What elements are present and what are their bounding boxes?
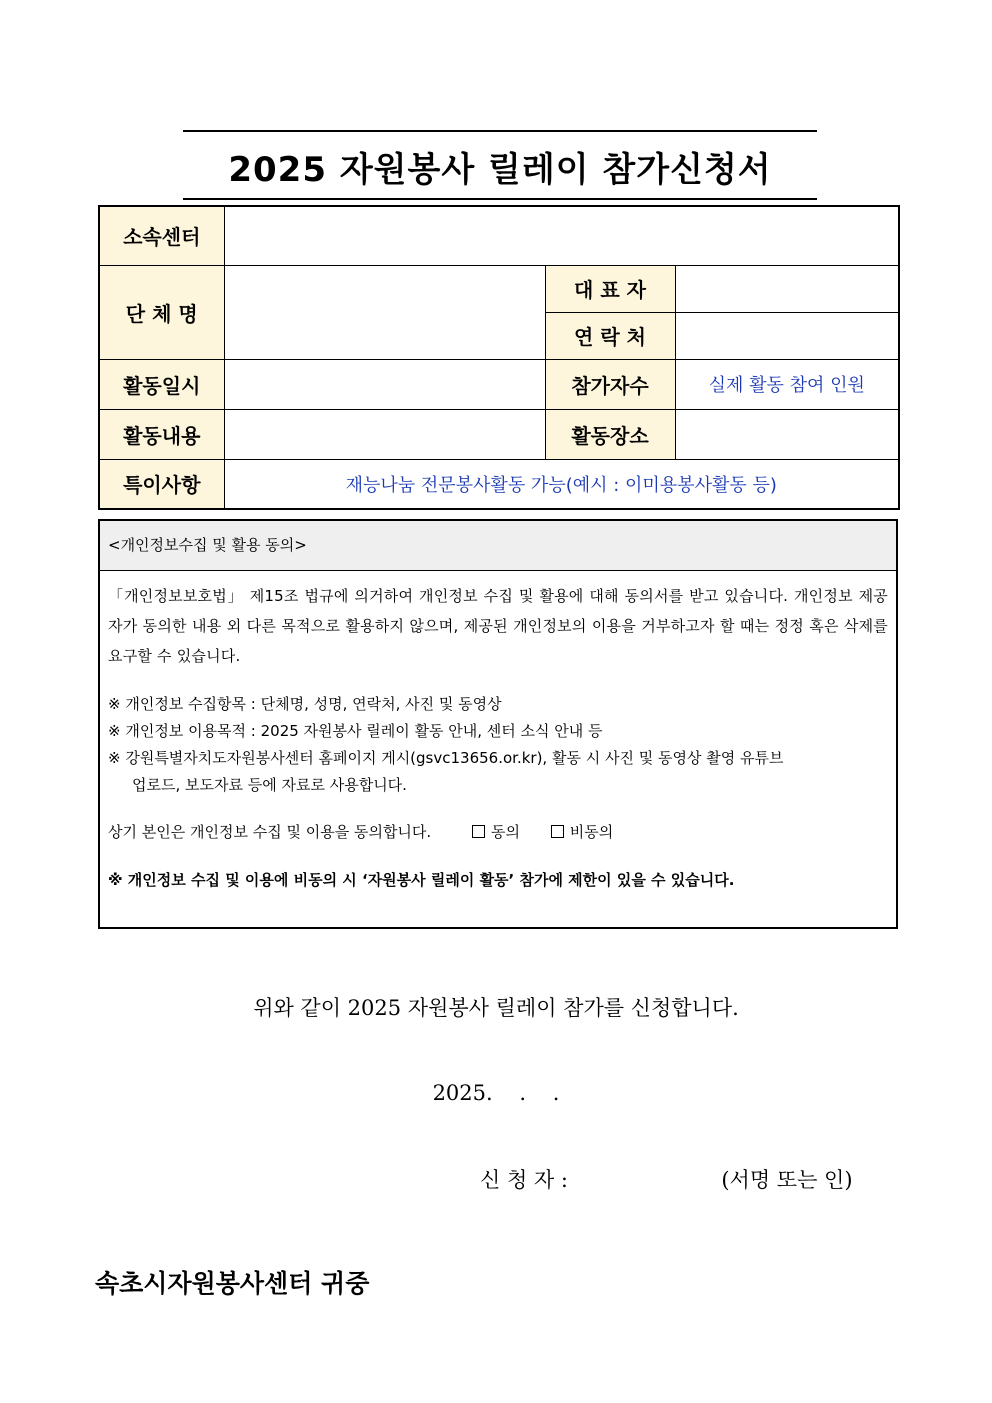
- consent-body: [108, 581, 888, 895]
- representative-field[interactable]: [675, 265, 899, 312]
- participants-field[interactable]: 실제 활동 참여 인원: [675, 359, 899, 409]
- agree-checkbox[interactable]: [472, 825, 485, 838]
- application-form-table: [98, 205, 900, 510]
- signer-line: [480, 1164, 900, 1194]
- declaration: 위와 같이 2025 자원봉사 릴레이 참가를 신청합니다.: [253, 996, 739, 1020]
- group-name-field[interactable]: [224, 265, 545, 359]
- notes-field[interactable]: 재능나눔 전문봉사활동 가능(예시 : 이미용봉사활동 등): [224, 459, 899, 509]
- consent-warning: ※ 개인정보 수집 및 이용에 비동의 시 ‘자원봉사 릴레이 활동’ 참가에 제한이 있을 수 있습니다.: [108, 871, 735, 889]
- consent-item-usage-cont: 업로드, 보도자료 등에 자료로 사용합니다.: [132, 776, 407, 794]
- affiliation-label: 소속센터: [99, 206, 224, 265]
- activity-datetime-label: 활동일시: [99, 359, 224, 409]
- representative-label: 대 표 자: [545, 265, 675, 312]
- recipient: 속초시자원봉사센터 귀중: [95, 1269, 370, 1298]
- title-frame: [183, 130, 817, 200]
- consent-paragraph: 「개인정보보호법」 제15조 법규에 의거하여 개인정보 수집 및 활용에 대해 동의서를 받고 있습니다. 개인정보 제공자가 동의한 내용 외 다른 목적으로 활용하지 않으며, 제공된 개인정보의 이용을 거부하고자 할 때는 정정 혹은 삭제를 요구할 수 있습니다.: [108, 587, 888, 665]
- notes-label: 특이사항: [99, 459, 224, 509]
- activity-place-field[interactable]: [675, 409, 899, 459]
- application-date: 2025. . .: [432, 1081, 560, 1105]
- disagree-checkbox[interactable]: [551, 825, 564, 838]
- group-name-label: 단 체 명: [99, 265, 224, 359]
- activity-datetime-field[interactable]: [224, 359, 545, 409]
- activity-place-label: 활동장소: [545, 409, 675, 459]
- affiliation-field[interactable]: [224, 206, 899, 265]
- consent-item-collection: ※ 개인정보 수집항목 : 단체명, 성명, 연락처, 사진 및 동영상: [108, 695, 502, 713]
- consent-item-usage: ※ 강원특별자치도자원봉사센터 홈페이지 게시(gsvc13656.or.kr), 활동 시 사진 및 동영상 촬영 유튜브: [108, 749, 784, 767]
- consent-item-purpose: ※ 개인정보 이용목적 : 2025 자원봉사 릴레이 활동 안내, 센터 소식 안내 등: [108, 722, 603, 740]
- agree-statement: 상기 본인은 개인정보 수집 및 이용을 동의합니다.: [108, 823, 432, 841]
- activity-content-field[interactable]: [224, 409, 545, 459]
- agree-line: [108, 817, 888, 847]
- contact-field[interactable]: [675, 312, 899, 359]
- consent-header: <개인정보수집 및 활용 동의>: [100, 521, 896, 571]
- signer-label: 신 청 자 :: [480, 1168, 568, 1192]
- privacy-consent-box: [98, 519, 898, 929]
- signature-note: (서명 또는 인): [721, 1168, 853, 1192]
- contact-label: 연 락 처: [545, 312, 675, 359]
- disagree-label: 비동의: [569, 823, 614, 841]
- agree-label: 동의: [490, 823, 520, 841]
- page-title: 2025 자원봉사 릴레이 참가신청서: [228, 150, 772, 190]
- participants-label: 참가자수: [545, 359, 675, 409]
- activity-content-label: 활동내용: [99, 409, 224, 459]
